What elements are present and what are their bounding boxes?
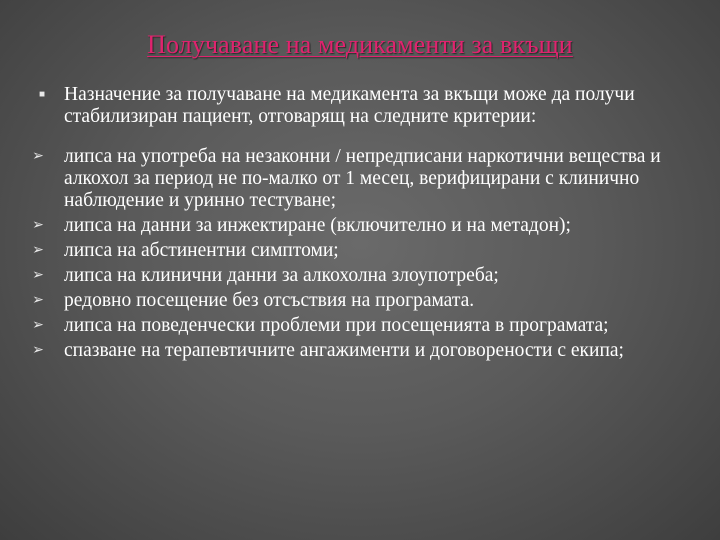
criteria-text: редовно посещение без отсъствия на програмата. — [64, 290, 475, 311]
criteria-item — [30, 215, 700, 237]
square-bullet-icon: ■ — [38, 89, 46, 100]
criteria-text: спазване на терапевтичните ангажименти и договорености с екипа; — [64, 340, 624, 361]
criteria-item — [30, 240, 700, 262]
criteria-text: липса на данни за инжектиране (включително и на метадон); — [64, 215, 571, 236]
slide-content — [30, 84, 700, 365]
criteria-item — [30, 265, 700, 287]
arrow-bullet-icon: ➢ — [32, 343, 44, 358]
arrow-bullet-icon: ➢ — [32, 218, 44, 233]
intro-paragraph — [30, 84, 700, 128]
criteria-text: липса на абстинентни симптоми; — [64, 240, 339, 261]
arrow-bullet-icon: ➢ — [32, 268, 44, 283]
intro-text: Назначение за получаване на медикамента за вкъщи може да получи стабилизиран пациент, отговарящ на следните критерии: — [64, 84, 635, 127]
criteria-item — [30, 315, 700, 337]
slide-title: Получаване на медикаменти за вкъщи — [147, 30, 573, 59]
arrow-bullet-icon: ➢ — [32, 243, 44, 258]
arrow-bullet-icon: ➢ — [32, 293, 44, 308]
criteria-item — [30, 290, 700, 312]
arrow-bullet-icon: ➢ — [32, 149, 44, 164]
criteria-list — [30, 146, 700, 362]
criteria-item — [30, 146, 700, 212]
criteria-text: липса на клинични данни за алкохолна злоупотреба; — [64, 265, 499, 286]
criteria-text: липса на употреба на незаконни / непредписани наркотични вещества и алкохол за период не по-малко от 1 месец, верифицирани с клинично наблюдение и уринно тестуване; — [64, 146, 661, 211]
criteria-text: липса на поведенчески проблеми при посещенията в програмата; — [64, 315, 609, 336]
arrow-bullet-icon: ➢ — [32, 318, 44, 333]
criteria-item — [30, 340, 700, 362]
